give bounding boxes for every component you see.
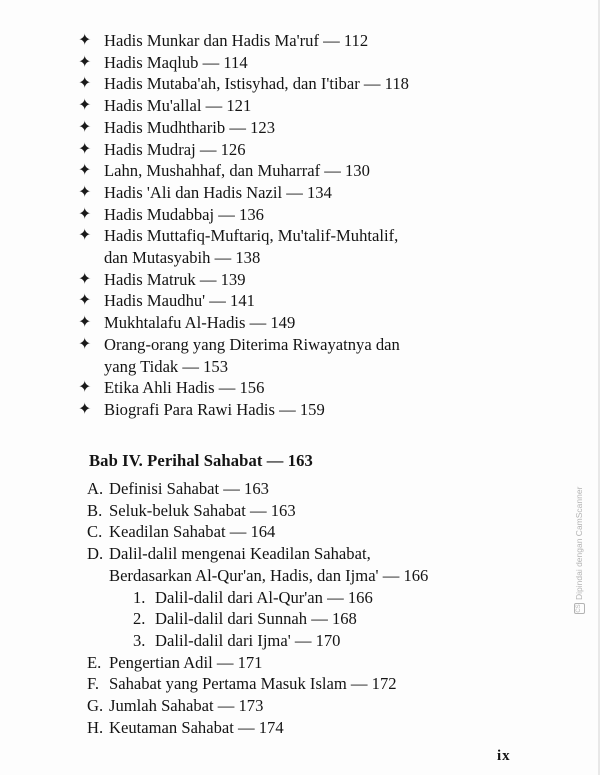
section-title: Keutaman Sahabat — 174 <box>109 717 284 737</box>
diamond-bullet-icon: ✦ <box>78 75 92 93</box>
section-item-e <box>87 652 557 674</box>
list-item-text: Hadis Mu'allal — 121 <box>104 96 252 116</box>
list-item <box>78 312 548 334</box>
list-item-text: Hadis Muttafiq-Muftariq, Mu'talif-Muhtalif, <box>104 226 399 246</box>
subsection-title: Dalil-dalil dari Al-Qur'an — 166 <box>155 587 373 607</box>
diamond-bullet-icon: ✦ <box>78 292 92 310</box>
list-item <box>78 30 548 52</box>
list-item-text: Mukhtalafu Al-Hadis — 149 <box>104 313 296 333</box>
section-title: Seluk-beluk Sahabat — 163 <box>109 500 296 520</box>
section-letter: B. <box>87 500 103 520</box>
section-title: Dalil-dalil mengenai Keadilan Sahabat, <box>109 544 371 564</box>
list-item-text: Lahn, Mushahhaf, dan Muharraf — 130 <box>104 161 370 181</box>
diamond-bullet-icon: ✦ <box>78 53 92 71</box>
section-item-g <box>87 695 557 717</box>
section-item-b <box>87 500 557 522</box>
page-number: ix <box>497 748 511 764</box>
list-item-text-continued: dan Mutasyabih — 138 <box>104 248 261 268</box>
list-item <box>78 117 548 139</box>
list-item <box>78 139 548 161</box>
list-item <box>78 182 548 204</box>
scanner-watermark <box>573 454 585 614</box>
subsection-title: Dalil-dalil dari Ijma' — 170 <box>155 630 341 650</box>
subsection-number: 1. <box>133 587 146 607</box>
diamond-bullet-icon: ✦ <box>78 162 92 180</box>
section-item-c <box>87 521 557 543</box>
section-item-a <box>87 478 557 500</box>
list-item <box>78 399 548 421</box>
list-item <box>78 290 548 312</box>
topic-bullet-list <box>78 30 548 421</box>
diamond-bullet-icon: ✦ <box>78 400 92 418</box>
subsection-item <box>133 587 557 609</box>
list-item-text: Etika Ahli Hadis — 156 <box>104 378 265 398</box>
section-letter: F. <box>87 674 100 694</box>
section-letter: G. <box>87 696 104 716</box>
list-item <box>78 52 548 74</box>
camscanner-logo-icon: CS <box>574 603 585 614</box>
list-item-text: Hadis Mudabbaj — 136 <box>104 204 264 224</box>
list-item <box>78 225 548 268</box>
section-letter: H. <box>87 717 104 737</box>
list-item <box>78 269 548 291</box>
list-item <box>78 73 548 95</box>
subsection-list <box>133 587 557 652</box>
list-item-text: Hadis 'Ali dan Hadis Nazil — 134 <box>104 182 332 202</box>
diamond-bullet-icon: ✦ <box>78 140 92 158</box>
diamond-bullet-icon: ✦ <box>78 227 92 245</box>
diamond-bullet-icon: ✦ <box>78 118 92 136</box>
list-item-text: Hadis Maudhu' — 141 <box>104 291 255 311</box>
list-item-text: Orang-orang yang Diterima Riwayatnya dan <box>104 334 400 354</box>
list-item <box>78 95 548 117</box>
watermark-text: Dipindai dengan CamScanner <box>574 486 584 600</box>
section-title: Sahabat yang Pertama Masuk Islam — 172 <box>109 674 397 694</box>
list-item <box>78 377 548 399</box>
section-title-continued: Berdasarkan Al-Qur'an, Hadis, dan Ijma' — 166 <box>109 565 429 585</box>
diamond-bullet-icon: ✦ <box>78 379 92 397</box>
subsection-item <box>133 630 557 652</box>
section-title: Pengertian Adil — 171 <box>109 652 263 672</box>
list-item <box>78 334 548 377</box>
diamond-bullet-icon: ✦ <box>78 335 92 353</box>
chapter-heading: Bab IV. Perihal Sahabat — 163 <box>89 451 313 470</box>
diamond-bullet-icon: ✦ <box>78 314 92 332</box>
list-item-text: Hadis Mutaba'ah, Istisyhad, dan I'tibar — 118 <box>104 74 409 94</box>
section-letter: E. <box>87 652 102 672</box>
section-title: Keadilan Sahabat — 164 <box>109 522 276 542</box>
section-letter: C. <box>87 522 103 542</box>
section-item-h <box>87 717 557 739</box>
section-letter: D. <box>87 544 104 564</box>
subsection-title: Dalil-dalil dari Sunnah — 168 <box>155 609 357 629</box>
list-item <box>78 204 548 226</box>
diamond-bullet-icon: ✦ <box>78 183 92 201</box>
list-item-text: Biografi Para Rawi Hadis — 159 <box>104 399 325 419</box>
list-item-text: Hadis Maqlub — 114 <box>104 52 248 72</box>
list-item-text: Hadis Mudraj — 126 <box>104 139 246 159</box>
list-item-text: Hadis Mudhtharib — 123 <box>104 117 275 137</box>
list-item-text: Hadis Munkar dan Hadis Ma'ruf — 112 <box>104 31 369 50</box>
list-item-text-continued: yang Tidak — 153 <box>104 356 229 376</box>
section-title: Jumlah Sahabat — 173 <box>109 696 264 716</box>
subsection-number: 3. <box>133 630 146 650</box>
list-item-text: Hadis Matruk — 139 <box>104 269 246 289</box>
subsection-number: 2. <box>133 609 146 629</box>
diamond-bullet-icon: ✦ <box>78 32 92 49</box>
section-item-d <box>87 543 557 652</box>
diamond-bullet-icon: ✦ <box>78 97 92 115</box>
subsection-item <box>133 608 557 630</box>
diamond-bullet-icon: ✦ <box>78 270 92 288</box>
section-letter: A. <box>87 479 104 498</box>
section-item-f <box>87 673 557 695</box>
diamond-bullet-icon: ✦ <box>78 205 92 223</box>
list-item <box>78 160 548 182</box>
section-list <box>87 478 557 738</box>
section-title: Definisi Sahabat — 163 <box>109 479 269 498</box>
